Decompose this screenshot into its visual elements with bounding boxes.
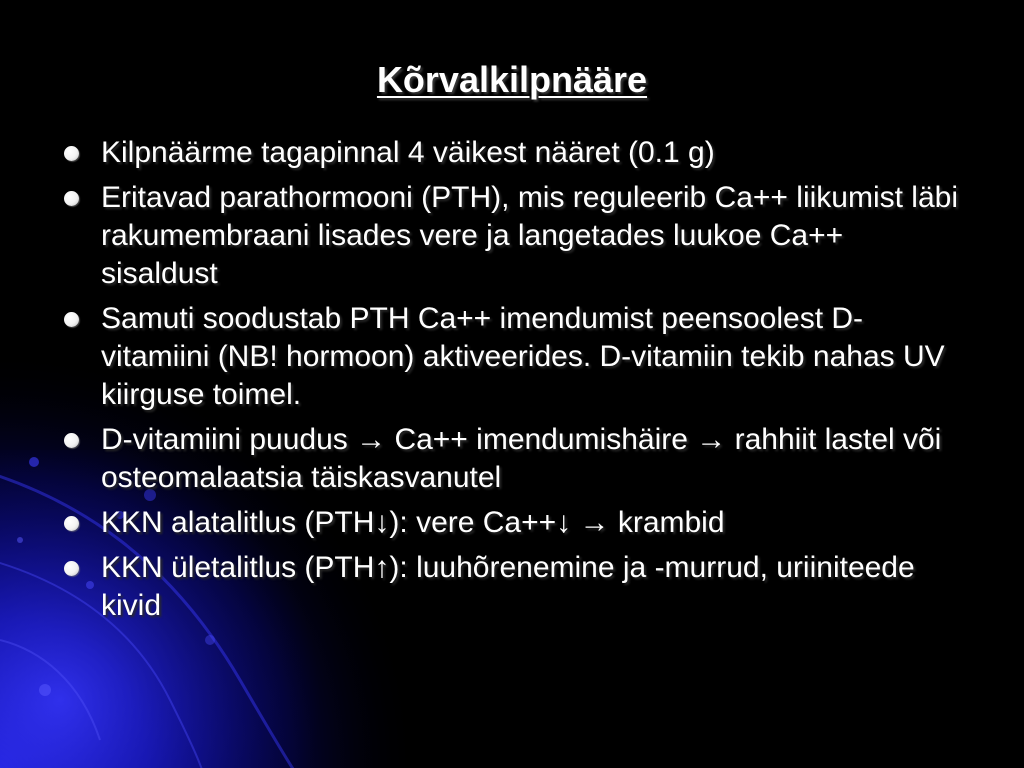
bullet-list xyxy=(62,134,962,632)
bullet-dot-icon xyxy=(64,146,79,161)
decor-dot xyxy=(29,457,39,467)
bullet-text: D-vitamiini puudus → Ca++ imendumishäire → rahhiit lastel või osteomalaatsia täiskasvanutel xyxy=(101,423,942,494)
bullet-dot-icon xyxy=(64,561,79,576)
bullet-text: Samuti soodustab PTH Ca++ imendumist peensoolest D-vitamiini (NB! hormoon) aktiveerides. D-vitamiin tekib nahas UV kiirguse toimel. xyxy=(101,302,945,411)
bullet-text: Kilpnäärme tagapinnal 4 väikest nääret (0.1 g) xyxy=(101,136,715,169)
bullet-dot-icon xyxy=(64,312,79,327)
decor-dot xyxy=(39,684,51,696)
bullet-item xyxy=(62,300,962,414)
slide-title: Kõrvalkilpnääre xyxy=(376,59,648,100)
bullet-item xyxy=(62,504,962,542)
bullet-text: Eritavad parathormooni (PTH), mis reguleerib Ca++ liikumist läbi rakumembraani lisades vere ja langetades luukoe Ca++ sisaldust xyxy=(101,181,958,290)
decor-dot xyxy=(17,537,23,543)
bullet-dot-icon xyxy=(64,516,79,531)
bullet-dot-icon xyxy=(64,433,79,448)
bullet-item xyxy=(62,134,962,172)
bullet-text: KKN alatalitlus (PTH↓): vere Ca++↓ → krambid xyxy=(101,506,725,539)
bullet-dot-icon xyxy=(64,191,79,206)
bullet-text: KKN ületalitlus (PTH↑): luuhõrenemine ja -murrud, uriiniteede kivid xyxy=(101,551,915,622)
decor-dot xyxy=(205,635,215,645)
bullet-item xyxy=(62,179,962,293)
bullet-item xyxy=(62,421,962,497)
bullet-item xyxy=(62,549,962,625)
